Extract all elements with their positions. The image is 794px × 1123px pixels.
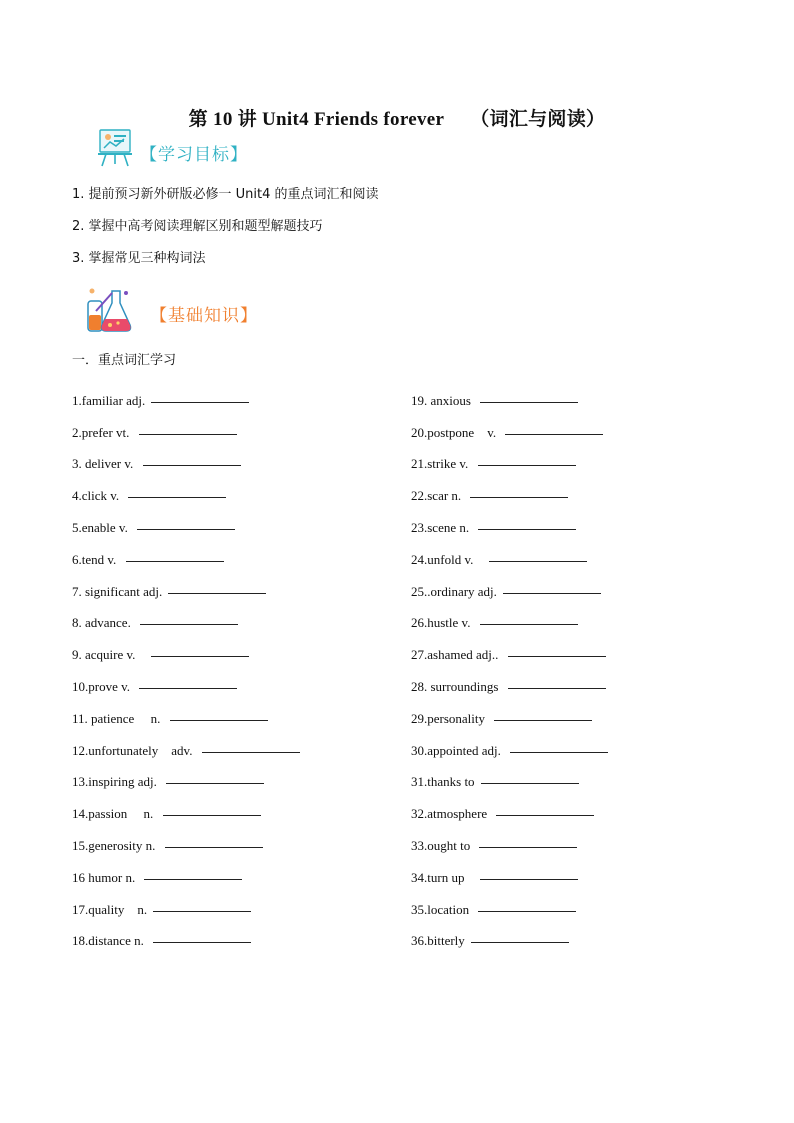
vocab-item: [411, 475, 608, 507]
answer-blank[interactable]: [479, 832, 577, 848]
goal-item: 1. 提前预习新外研版必修一 Unit4 的重点词汇和阅读: [72, 187, 379, 202]
vocab-term: 33.ought to: [411, 837, 474, 853]
basic-knowledge-heading: 【基础知识】: [150, 305, 258, 326]
vocab-item: [72, 603, 300, 635]
flask-icon: [84, 287, 134, 335]
answer-blank[interactable]: [481, 768, 579, 784]
vocab-item: [411, 666, 608, 698]
answer-blank[interactable]: [163, 800, 261, 816]
goal-item: 3. 掌握常见三种构词法: [72, 251, 206, 266]
vocab-item: [411, 444, 608, 476]
vocab-part-heading: 一．重点词汇学习: [72, 353, 177, 368]
vocab-term: 24.unfold v.: [411, 551, 484, 567]
answer-blank[interactable]: [166, 768, 264, 784]
vocab-term: 25..ordinary adj.: [411, 583, 497, 599]
vocab-item: [72, 889, 300, 921]
vocab-item: [411, 603, 608, 635]
vocab-term: 15.generosity n.: [72, 837, 159, 853]
answer-blank[interactable]: [202, 737, 300, 753]
vocab-term: 29.personality: [411, 710, 489, 726]
vocab-item: [411, 571, 608, 603]
vocab-term: 32.atmosphere: [411, 806, 491, 822]
vocab-item: [411, 380, 608, 412]
vocab-term: 30.appointed adj.: [411, 742, 505, 758]
vocab-term: 13.inspiring adj.: [72, 774, 161, 790]
vocab-term: 22.scar n.: [411, 488, 465, 504]
vocab-term: 19. anxious: [411, 392, 475, 408]
vocab-term: 36.bitterly: [411, 933, 465, 949]
answer-blank[interactable]: [471, 927, 569, 943]
vocab-item: [72, 571, 300, 603]
vocab-item: [72, 698, 300, 730]
answer-blank[interactable]: [470, 482, 568, 498]
vocab-term: 35.location: [411, 901, 473, 917]
answer-blank[interactable]: [478, 896, 576, 912]
answer-blank[interactable]: [165, 832, 263, 848]
answer-blank[interactable]: [168, 578, 266, 594]
vocab-item: [72, 857, 300, 889]
answer-blank[interactable]: [137, 514, 235, 530]
vocab-item: [411, 698, 608, 730]
answer-blank[interactable]: [478, 514, 576, 530]
vocab-term: 5.enable v.: [72, 519, 132, 535]
vocab-term: 17.quality n.: [72, 901, 148, 917]
answer-blank[interactable]: [140, 609, 238, 625]
title-main: 第 10 讲 Unit4 Friends forever: [188, 109, 445, 130]
vocab-term: 8. advance.: [72, 615, 135, 631]
answer-blank[interactable]: [143, 450, 241, 466]
page-title: [0, 104, 794, 131]
learning-goals-header: [94, 128, 248, 168]
vocab-term: 11. patience n.: [72, 710, 164, 726]
vocab-item: [411, 857, 608, 889]
vocab-item: [411, 412, 608, 444]
vocab-item: [72, 412, 300, 444]
vocab-item: [411, 539, 608, 571]
vocab-item: [72, 793, 300, 825]
vocab-term: 27.ashamed adj..: [411, 647, 502, 663]
vocab-item: [72, 444, 300, 476]
vocab-item: [411, 889, 608, 921]
answer-blank[interactable]: [128, 482, 226, 498]
vocab-list-right: [411, 380, 608, 952]
vocab-item: [72, 634, 300, 666]
vocab-item: [411, 825, 608, 857]
vocab-term: 3. deliver v.: [72, 456, 137, 472]
vocab-item: [72, 507, 300, 539]
vocab-item: [72, 475, 300, 507]
vocab-item: [411, 730, 608, 762]
answer-blank[interactable]: [153, 927, 251, 943]
answer-blank[interactable]: [478, 450, 576, 466]
answer-blank[interactable]: [505, 419, 603, 435]
vocab-term: 26.hustle v.: [411, 615, 474, 631]
answer-blank[interactable]: [151, 387, 249, 403]
vocab-term: 28. surroundings: [411, 678, 502, 694]
vocab-item: [72, 921, 300, 953]
answer-blank[interactable]: [480, 609, 578, 625]
vocab-term: 16 humor n.: [72, 869, 139, 885]
vocab-item: [411, 507, 608, 539]
vocab-item: [72, 380, 300, 412]
vocab-term: 21.strike v.: [411, 456, 472, 472]
answer-blank[interactable]: [503, 578, 601, 594]
vocab-item: [72, 539, 300, 571]
title-sub: （词汇与阅读）: [470, 109, 606, 130]
vocab-item: [411, 921, 608, 953]
answer-blank[interactable]: [508, 673, 606, 689]
vocab-term: 20.postpone v.: [411, 424, 500, 440]
vocab-term: 31.thanks to: [411, 774, 475, 790]
answer-blank[interactable]: [139, 673, 237, 689]
learning-goals-heading: 【学习目标】: [140, 144, 248, 165]
vocab-item: [411, 634, 608, 666]
vocab-list-left: [72, 380, 300, 952]
basic-knowledge-header: [84, 287, 258, 335]
answer-blank[interactable]: [139, 419, 237, 435]
answer-blank[interactable]: [144, 864, 242, 880]
answer-blank[interactable]: [151, 641, 249, 657]
answer-blank[interactable]: [489, 546, 587, 562]
vocab-term: 6.tend v.: [72, 551, 120, 567]
answer-blank[interactable]: [170, 705, 268, 721]
vocab-term: 23.scene n.: [411, 519, 473, 535]
answer-blank[interactable]: [496, 800, 594, 816]
answer-blank[interactable]: [126, 546, 224, 562]
answer-blank[interactable]: [480, 387, 578, 403]
vocab-term: 10.prove v.: [72, 678, 134, 694]
vocab-item: [411, 793, 608, 825]
vocab-term: 34.turn up: [411, 869, 475, 885]
answer-blank[interactable]: [153, 896, 251, 912]
goal-item: 2. 掌握中高考阅读理解区别和题型解题技巧: [72, 219, 323, 234]
vocab-item: [72, 666, 300, 698]
answer-blank[interactable]: [480, 864, 578, 880]
vocab-term: 18.distance n.: [72, 933, 148, 949]
learning-goals-list: [72, 184, 379, 280]
vocab-term: 9. acquire v.: [72, 647, 146, 663]
vocab-item: [72, 730, 300, 762]
vocab-term: 2.prefer vt.: [72, 424, 133, 440]
presentation-board-icon: [94, 128, 136, 168]
vocab-item: [72, 762, 300, 794]
vocab-term: 1.familiar adj.: [72, 392, 146, 408]
answer-blank[interactable]: [508, 641, 606, 657]
answer-blank[interactable]: [494, 705, 592, 721]
vocab-term: 12.unfortunately adv.: [72, 742, 196, 758]
vocab-item: [411, 762, 608, 794]
vocab-term: 14.passion n.: [72, 806, 157, 822]
vocab-term: 4.click v.: [72, 488, 123, 504]
vocab-term: 7. significant adj.: [72, 583, 163, 599]
vocab-item: [72, 825, 300, 857]
answer-blank[interactable]: [510, 737, 608, 753]
